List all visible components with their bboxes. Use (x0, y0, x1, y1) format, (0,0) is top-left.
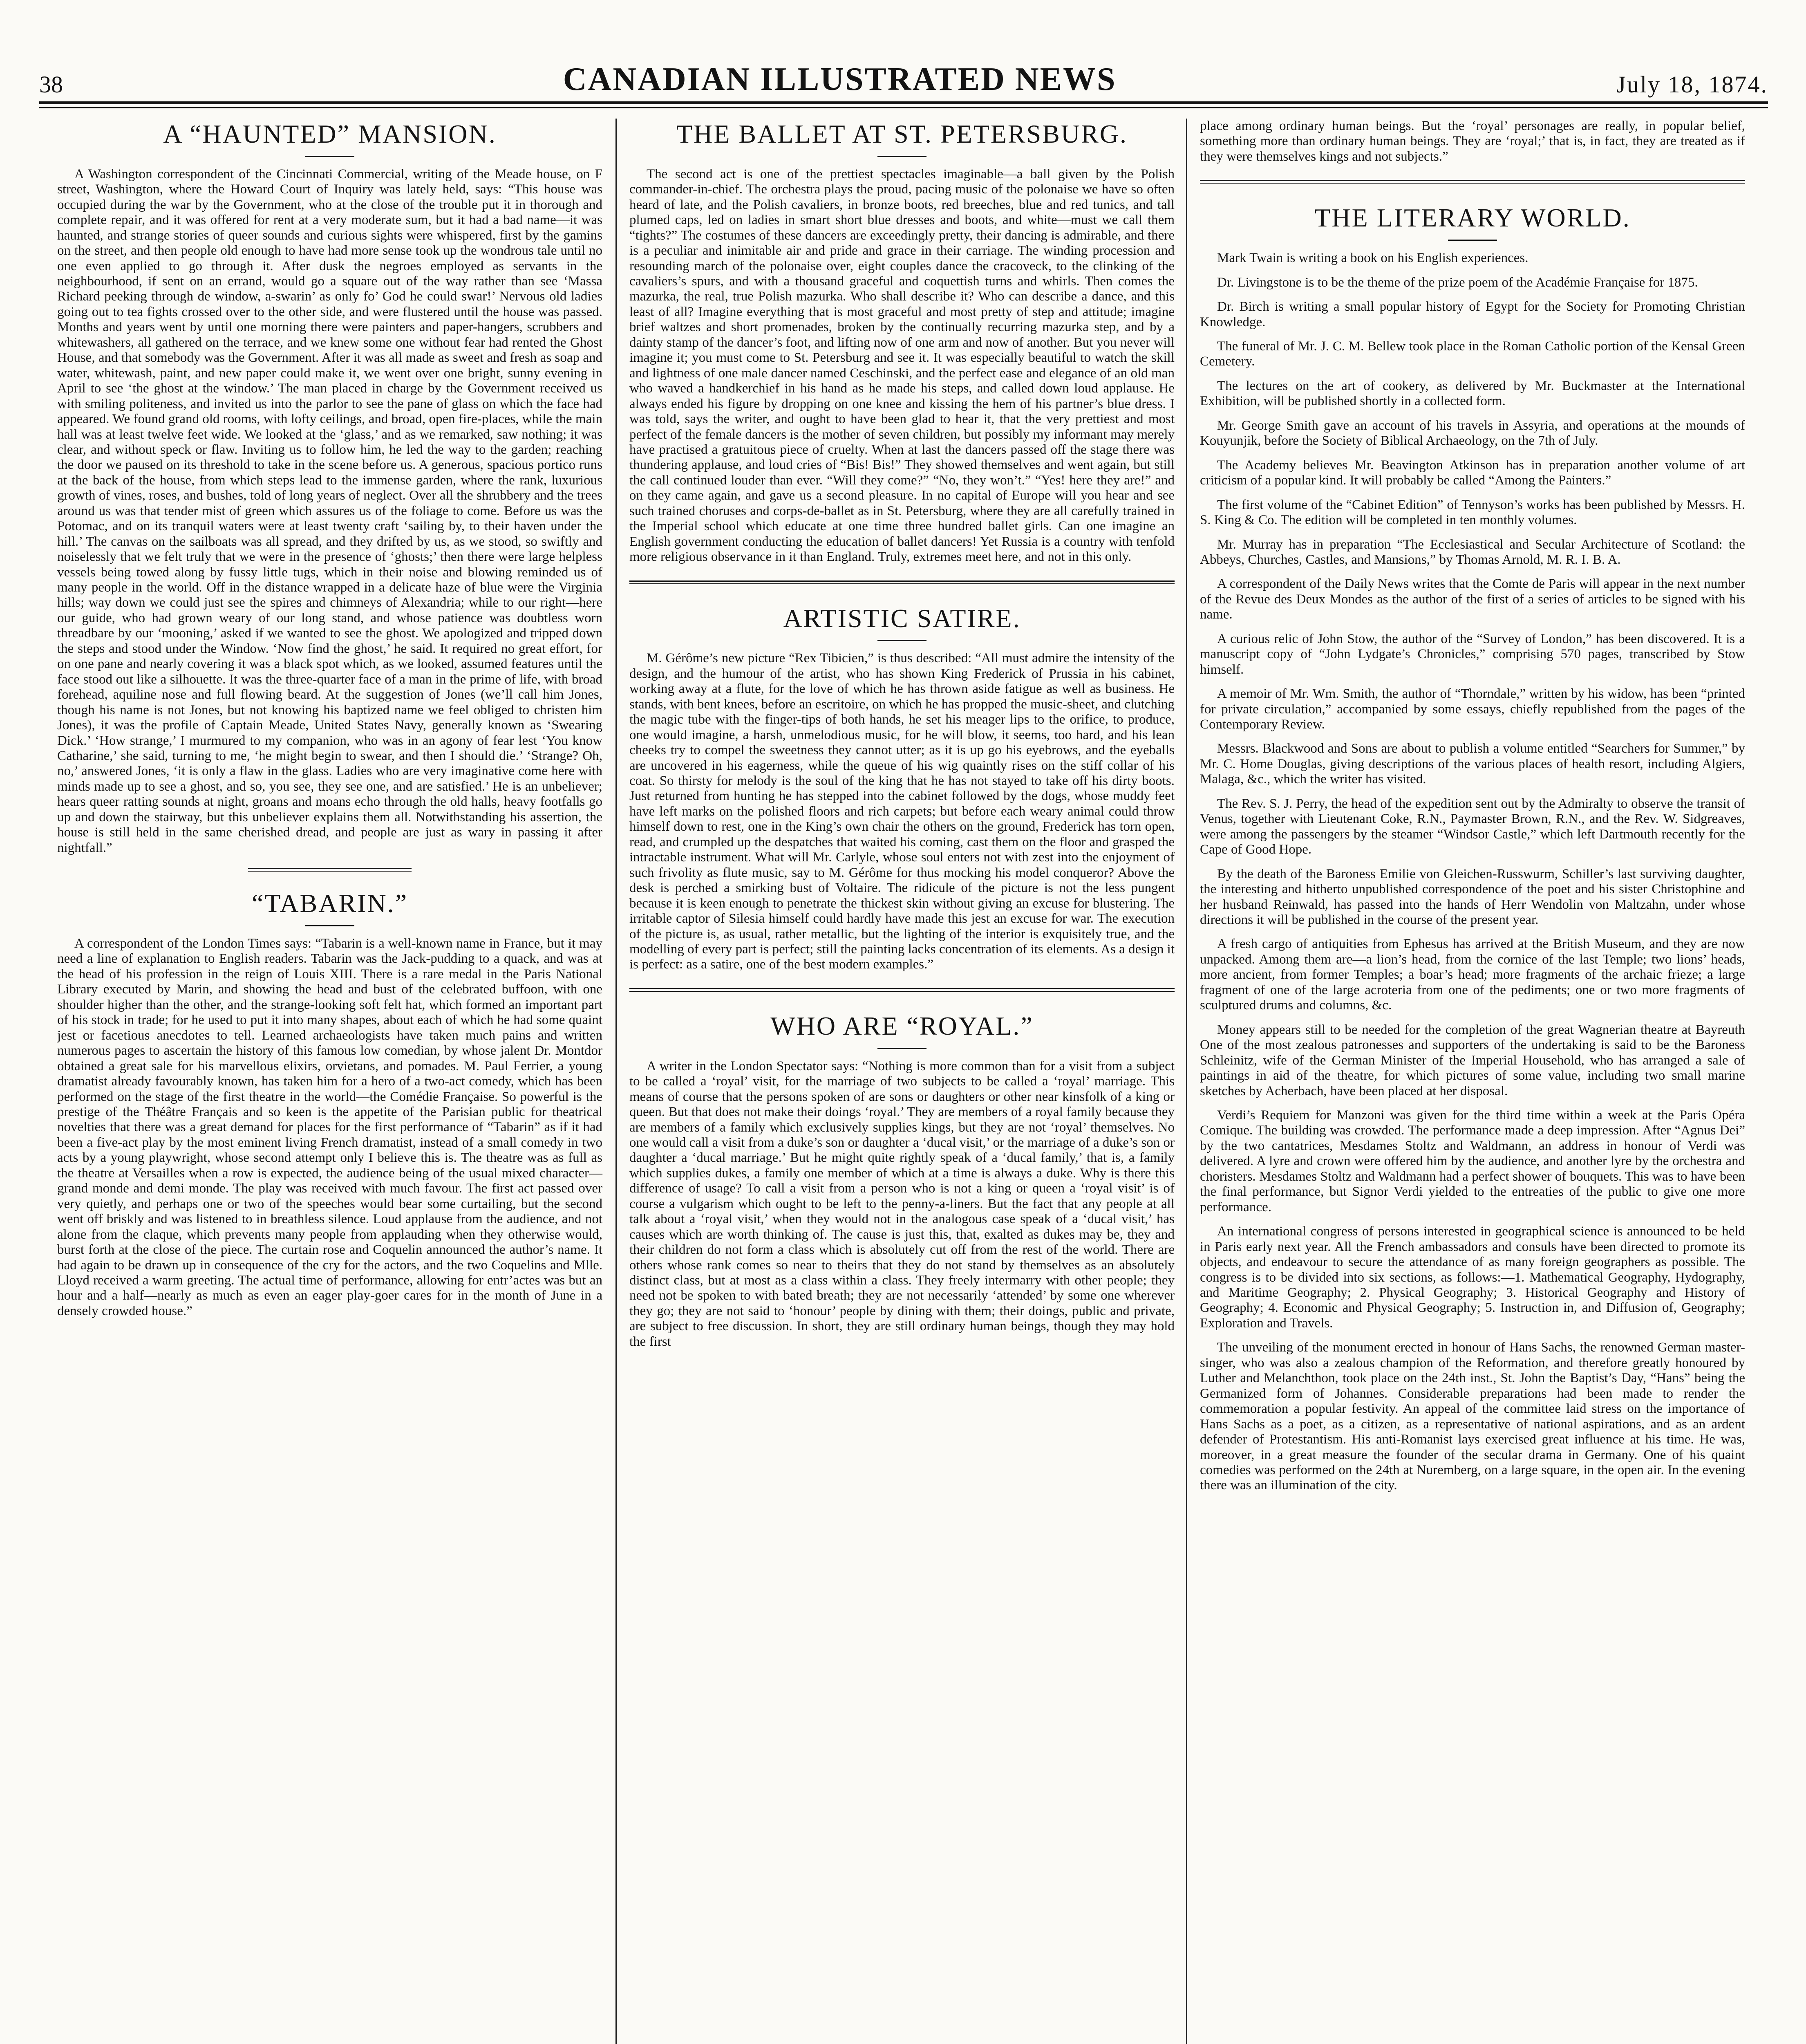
news-item: The unveiling of the monument erected in honour of Hans Sachs, the renowned German master-singer, who was also a zealous champion of the Reformation, and therefore greatly honoured by Luther and Melanchthon, took place on the 24th inst., St. John the Baptist’s Day, “Hans” being the Germanized form of Johannes. Considerable preparations had been made to render the commemoration a popular festivity. An appeal of the committee laid stress on the importance of Hans Sachs as a poet, as a citizen, as a representative of national aspirations, and as an ardent defender of Protestantism. His anti-Romanist lays exercised great influence at his time. He was, moreover, in a great measure the founder of the secular drama in Germany. One of his quaint comedies was performed on the 24th at Nuremberg, on a large square, in the open air. In the evening there was an illumination of the city. (1200, 1340, 1745, 1493)
news-item: By the death of the Baroness Emilie von Gleichen-Russwurm, Schiller’s last surviving daughter, the interesting and hitherto unpublished correspondence of the poet and his sister Christophine and her husband Reinwald, has passed into the hands of Herr Wendolin von Maltzahn, under whose directions it will be published in the course of the present year. (1200, 866, 1745, 928)
heading-rule (305, 156, 354, 157)
article-paragraph: The second act is one of the prettiest spectacles imaginable—a ball given by the Polish commander-in-chief. The orchestra plays the proud, pacing music of the polonaise we have so often heard of late, and the Polish cavaliers, in bronze boots, red breeches, blue and red tunics, and tall plumed caps, led on ladies in smart short blue dresses and boots, and white—must we call them “tights?” The costumes of these dancers are exceedingly pretty, their dancing is admirable, and there is a peculiar and inimitable air and pride and grace in their carriage. The winding procession and resounding march of the polonaise over, eight couples dance the cracoveck, to the clinking of the cavaliers’s spurs, and with a thousand graceful and coquettish turns and whirls. Then comes the mazurka, the real, true Polish mazurka. Who shall describe it? Who can describe a dance, and this least of all? Imagine everything that is most graceful and most pretty of step and attitude; imagine brief waltzes and short promenades, broken by the continually recurring mazurka step, and by a dainty stamp of the dancer’s foot, and lifting now of one arm and now of another. But you never will imagine it; you must come to St. Petersburg and see it. It was especially beautiful to watch the skill and lightness of one male dancer named Ceschinski, and the perfect ease and elegance of an old man who waved a handkerchief in his hand as he made his steps, and called down loud applause. He always ended his figure by dropping on one knee and kissing the hem of his partner’s blue dress. I was told, says the writer, and ought to have been glad to hear it, that the very prettiest and most perfect of the female dancers is the mother of seven children, but possibly my informant may merely have practised a gratuitous piece of cruelty. When at last the dancers passed off the stage there was thundering applause, and loud cries of “Bis! Bis!” They showed themselves and went again, but still the call continued louder than ever. “Will they come?” “No, they won’t.” “Yes! here they are!” and on they came again, and gave us a second pleasure. In no capital of Europe will you hear and see such trained choruses and corps-de-ballet as in St. Petersburg, where they are all carefully trained in the Imperial school which educate at one time three hundred ballet girls. Can one imagine an English government conducting the education of ballet dancers! Yet Russia is a country with tenfold more religious observance in it than England. Truly, extremes meet here, and not in this only. (629, 166, 1175, 565)
issue-date: July 18, 1874. (1616, 71, 1768, 98)
article-literary-world (1200, 202, 1745, 1493)
heading-rule (877, 156, 926, 157)
news-item: An international congress of persons interested in geographical science is announced to be held in Paris early next year. All the French ambassadors and consuls have been directed to promote its objects, and endeavour to secure the attendance of as many foreign geographers as possible. The congress is to be divided into six sections, as follows:—1. Mathematical Geography, Hydography, and Maritime Geography; 2. Physical Geography; 3. Historical Geography and History of Geography; 4. Economic and Physical Geography; 5. Instruction in, and Diffusion of, Geography; Exploration and Travels. (1200, 1224, 1745, 1331)
news-item: Mr. George Smith gave an account of his travels in Assyria, and operations at the mounds of Kouyunjik, before the Society of Biblical Archaeology, on the 7th of July. (1200, 418, 1745, 448)
article-separator (629, 580, 1175, 584)
news-item: The first volume of the “Cabinet Edition” of Tennyson’s works has been published by Messrs. H. S. King & Co. The edition will be completed in ten monthly volumes. (1200, 497, 1745, 528)
article-separator (1200, 180, 1745, 184)
article-separator (248, 868, 412, 872)
news-item: Dr. Birch is writing a small popular history of Egypt for the Society for Promoting Christian Knowledge. (1200, 299, 1745, 329)
masthead-rule-thin (39, 107, 1768, 108)
news-item: Messrs. Blackwood and Sons are about to publish a volume entitled “Searchers for Summer,” by Mr. C. Home Douglas, giving descriptions of the various places of health resort, including Algiers, Malaga, &c., which the writer has visited. (1200, 741, 1745, 787)
news-item: The funeral of Mr. J. C. M. Bellew took place in the Roman Catholic portion of the Kensal Green Cemetery. (1200, 338, 1745, 369)
news-item: Mark Twain is writing a book on his English experiences. (1217, 251, 1528, 266)
article-separator (629, 988, 1175, 992)
news-item: The Academy believes Mr. Beavington Atkinson has in preparation another volume of art criticism of a popular kind. It will probably be called “Among the Painters.” (1200, 457, 1745, 488)
article-artistic-satire (629, 603, 1175, 973)
news-item: A correspondent of the Daily News writes that the Comte de Paris will appear in the next number of the Revue des Deux Mondes as the author of the first of a series of articles to be signed with his name. (1200, 576, 1745, 622)
news-item: The lectures on the art of cookery, as delivered by Mr. Buckmaster at the International Exhibition, will be published shortly in a collected form. (1200, 378, 1745, 409)
masthead-rule-thick (39, 101, 1768, 104)
article-ballet (629, 119, 1175, 565)
article-heading: “TABARIN.” (251, 889, 408, 918)
article-heading: WHO ARE “ROYAL.” (770, 1011, 1034, 1040)
column-divider (1186, 119, 1187, 2044)
column-1 (57, 119, 602, 1322)
page-number: 38 (39, 71, 63, 98)
news-item: Mr. Murray has in preparation “The Ecclesiastical and Secular Architecture of Scotland: the Abbeys, Churches, Castles, and Mansions,” by Thomas Arnold, M. R. I. B. A. (1200, 537, 1745, 567)
news-item: Dr. Livingstone is to be the theme of the prize poem of the Académie Française for 1875. (1217, 275, 1698, 290)
article-heading: THE BALLET AT ST. PETERSBURG. (676, 119, 1128, 148)
heading-rule (877, 640, 926, 641)
heading-rule (877, 1048, 926, 1049)
column-2 (629, 119, 1175, 1353)
heading-rule (1448, 240, 1497, 241)
article-paragraph: M. Gérôme’s new picture “Rex Tibicien,” is thus described: “All must admire the intensity of the design, and the humour of the artist, who has shown King Frederick of Prussia in his cabinet, working away at a flute, for the love of which he has thrown aside fatigue as well as business. He stands, with bent knees, before an escritoire, on which he has propped the music-sheet, and clutching the magic tube with the finger-tips of both hands, he set his meager lips to the orifice, to produce, one would imagine, a harsh, unmelodious music, for he will blow, it seems, too hard, and his lean cheeks try to compel the sweetness they cannot utter; as it is up go his eyebrows, and the eyeballs are uncovered in his eagerness, while the queue of his wig quaintly rises on the stiff collar of his coat. So thirsty for melody is the soul of the king that he has not stayed to take off his dirty boots. Just returned from hunting he has stepped into the cabinet followed by the dogs, whose muddy feet have left marks on the polished floors and rich carpets; but before each weary animal could throw himself down to rest, one in the King’s own chair the others on the ground, Frederick has torn open, read, and crumpled up the despatches that waited his coming, cast them on the floor and grasped the intractable instrument. What will Mr. Carlyle, whose soul enters not with zest into the enjoyment of such frivolity as flute music, say to M. Gérôme for thus mocking his model conqueror? Above the desk is perched a smirking bust of Voltaire. The ridicule of the picture is not the less pungent because it is keen enough to penetrate the thickest skin without giving an excuse for blustering. The irritable captor of Silesia himself could hardly have made this jest an excuse for war. The execution of the picture is, as usual, rather metallic, but the lighting of the interior is exquisitely true, and the modelling of every part is perfect; still the painting lacks concentration of its elements. As a design it is perfect: as a satire, one of the best modern examples.” (629, 651, 1175, 972)
newspaper-title: CANADIAN ILLUSTRATED NEWS (563, 61, 1117, 97)
article-paragraph: A Washington correspondent of the Cincinnati Commercial, writing of the Meade house, on F street, Washington, where the Howard Court of Inquiry was lately held, says: “This house was occupied during the war by the Government, who at the close of the trouble put it in thorough and complete repair, and it was offered for rent at a very moderate sum, but it had a bad name—it was haunted, and strange stories of queer sounds and curious sights were whispered, first by the gamins on the street, and then people old enough to have had more sense took up the wondrous tale until no one even applied to go through it. After dusk the negroes employed as servants in the neighbourhood, if sent on an errand, would go a square out of the way rather than see ‘Massa Richard peeking through de window, a-swarin’ as only fo’ God he could swar!’ Nervous old ladies going out to tea fights crossed over to the other side, and were flustered until the house was passed. Months and years went by until one morning there were painters and paper-hangers, scrubbers and whitewashers, all gathered on the terrace, and we knew some one without fear had rented the Ghost House, and that somebody was the Government. After it was all made as sweet and fresh as soap and water, whitewash, paint, and new paper could make it, we went over one bright, sunny evening in April to see ‘the ghost at the window.’ The man placed in charge by the Government received us with smiling politeness, and invited us into the parlor to see the pane of glass on which the face had appeared. We found grand old rooms, with lofty ceilings, and broad, open fire-places, while the main hall was at least twelve feet wide. We looked at the ‘glass,’ and as we remarked, saw nothing; it was clear, and without speck or flaw. Inviting us to follow him, he led the way to the garden; reaching the door we paused on its threshold to take in the scene before us. A generous, spacious portico runs at the back of the house, from which steps lead to the immense garden, where the rank, luxurious growth of vines, roses, and bushes, told of long years of neglect. Over all the shrubbery and the trees around us was that tender mist of green which assures us of the foliage to come. Before us was the Potomac, and on its tranquil waters were at least twenty craft ‘sailing by, to their haven under the hill.’ The canvas on the sailboats was all spread, and they drifted by us, as we stood, so swiftly and noiselessly that we felt truly that we were in the presence of ‘ghosts;’ then there were large helpless vessels being towed along by fussy little tugs, which in their noise and blowing reminded us of many people in the world. Off in the distance wrapped in a delicate haze of blue were the Virginia hills; way down we could just see the spires and chimneys of Alexandria; while to our right—here our guide, who had grown weary of our long stand, and whose patience was doubtless worn threadbare by our ‘mooning,’ asked if we wanted to see the ghost. We apologized and tripped down the steps and stood under the Window. ‘Now find the ghost,’ he said. It required no great effort, for on one pane and nearly covering it was a black spot which, as we looked, assumed features until the face stood out like a silhouette. It was the three-quarter face of a man in the prime of life, with broad forehead, aquiline nose and full flowing beard. At the suggestion of Jones (we’ll call him Jones, though his name is not Jones, but not knowing his baptized name we feel obliged to christen him Jones), it was the profile of Captain Meade, United States Navy, generally known as ‘Swearing Dick.’ ‘How strange,’ I murmured to my companion, who was in an agony of fear lest ‘You know Catharine,’ she said, turning to me, ‘he might begin to swear, and then I should die.’ ‘Strange? Oh, no,’ answered Jones, ‘it is only a flaw in the glass. Ladies who are very imaginative come here with minds made up to see a ghost, and so, you see, they see one, and are satisfied.’ He is an unbeliever; hears queer ratting sounds at night, groans and moans echo through the old halls, heavy footfalls go up and down the stairway, but this unbeliever explains them all. Notwithstanding his assertion, the house is still held in the same cherished dread, and people are just as wary in passing it after nightfall.” (57, 166, 602, 855)
article-who-are-royal (629, 1011, 1175, 1349)
article-heading: ARTISTIC SATIRE. (783, 603, 1021, 633)
column-3 (1200, 119, 1745, 1502)
article-paragraph: A writer in the London Spectator says: “Nothing is more common than for a visit from a subject to be called a ‘royal’ visit, for the marriage of two subjects to be called a ‘royal’ marriage. This means of course that the persons spoken of are sons or daughters or other near kinsfolk of a king or queen. But that does not make their doings ‘royal.’ They are members of a royal family because they are members of a family which exclusively supplies kings, but they are not ‘royal’ themselves. No one would call a visit from a duke’s son or daughter a ‘ducal visit,’ or the marriage of a duke’s son or daughter a ‘ducal marriage.’ But he might quite rightly speak of a ‘ducal family,’ that is, a family which supplies dukes, a family one member of which at a time is always a duke. Why is there this difference of usage? To call a visit from a person who is not a king or queen a ‘royal visit’ is of course a vulgarism which ought to be left to the penny-a-liners. But the fact that any people at all talk about a ‘royal visit,’ when they would not in the analogous case speak of a ‘ducal visit,’ has causes which are worth thinking of. The cause is just this, that, exalted as dukes may be, they and their children do not form a class which is absolutely cut off from the rest of the world. There are others whose rank comes so near to theirs that they do not stand by themselves as an absolutely distinct class, but at most as a class within a class. They freely intermarry with other people; they need not be spoken to with bated breath; they are not necessarily ‘attended’ by some one wherever they go; they are not said to ‘honour’ people by dining with them; their doings, public and private, are subject to free discussion. In short, they are still ordinary human beings, though they may hold the first (629, 1058, 1175, 1349)
news-item: A memoir of Mr. Wm. Smith, the author of “Thorndale,” written by his widow, has been “printed for private circulation,” accompanied by some essays, chiefly republished from the pages of the Contemporary Review. (1200, 686, 1745, 732)
article-paragraph: A correspondent of the London Times says: “Tabarin is a well-known name in France, but it may need a line of explanation to English readers. Tabarin was the Jack-pudding to a quack, and was at the head of his profession in the reign of Louis XIII. There is a rare medal in the Paris National Library executed by Marin, and showing the head and bust of the celebrated buffoon, with one shoulder higher than the other, and the strange-looking soft felt hat, which formed an important part of his stock in trade; for he used to put it into many shapes, about each of which he had some quaint jest or facetious anecdotes to tell. Learned archaeologists have taken much pains and written numerous pages to ascertain the history of this famous low comedian, by whose jalent Dr. Montdor obtained a great sale for his marvellous elixirs, orvietans, and pomades. M. Paul Ferrier, a young dramatist already favourably known, has taken him for a hero of a two-act comedy, which has been performed on the stage of the first theatre in the world—the Comédie Française. So powerful is the prestige of the Théâtre Français and so keen is the appetite of the Parisian public for theatrical novelties that there was a great demand for places for the first performance of “Tabarin” as if it had been a five-act play by the most eminent living French dramatist, instead of a small comedy in two acts by a young playwright, whose second attempt only I believe this is. The theatre was as full as the theatre at Versailles when a row is expected, the audience being of the usual mixed character—grand monde and demi monde. The play was received with much favour. The first act passed over very quietly, and perhaps one or two of the speeches would bear some curtailing, but the second went off briskly and was listened to in breathless silence. Loud applause from the audience, and not alone from the claque, which prevents many people from applauding when they otherwise would, burst forth at the close of the piece. The curtain rose and Coquelin announced the author’s name. It had again to be drawn up in consequence of the cry for the actors, and the two Coquelins and Mlle. Lloyd received a warm greeting. The actual time of performance, allowing for entr’actes was but an hour and a half—nearly as much as even an eager play-goer cares for in the month of June in a densely crowded house.” (57, 936, 602, 1318)
news-item: A fresh cargo of antiquities from Ephesus has arrived at the British Museum, and they are now unpacked. Among them are—a lion’s head, from the cornice of the last Temple; two lions’ heads, more ancient, from former Temples; a boar’s head; more fragments of the archaic frieze; a large fragment of one of the large acroteria from one of the pediments; one or two more fragments of sculptured drums and columns, &c. (1200, 937, 1745, 1013)
masthead (39, 49, 1768, 98)
article-paragraph-continued: place among ordinary human beings. But the ‘royal’ personages are really, in popular belief, something more than ordinary human beings. They are ‘royal;’ that is, in fact, they are treated as if they were themselves kings and not subjects.” (1200, 119, 1745, 164)
article-tabarin (57, 888, 602, 1319)
news-item: The Rev. S. J. Perry, the head of the expedition sent out by the Admiralty to observe the transit of Venus, together with Lieutenant Coke, R.N., Paymaster Brown, R.N., and the Rev. W. Sidgreaves, were among the passengers by the steamer “Windsor Castle,” which left Dartmouth recently for the Cape of Good Hope. (1200, 796, 1745, 857)
heading-rule (305, 925, 354, 926)
news-item: Verdi’s Requiem for Manzoni was given for the third time within a week at the Paris Opéra Comique. The building was crowded. The performance made a deep impression. After “Agnus Dei” by the two cantatrices, Mesdames Stoltz and Waldmann, an address in honour of Verdi was delivered. A lyre and crown were offered him by the audience, and another lyre by the orchestra and choristers. Mesdames Stoltz and Waldmann had a perfect shower of bouquets. This was to have been the final performance, but Signor Verdi yielded to the entreaties of the public to give one more performance. (1200, 1108, 1745, 1215)
news-item: A curious relic of John Stow, the author of the “Survey of London,” has been discovered. It is a manuscript copy of “John Lydgate’s Chronicles,” comprising 570 pages, transcribed by Stow himself. (1200, 631, 1745, 677)
article-heading: THE LITERARY WORLD. (1314, 203, 1631, 233)
article-haunted-mansion (57, 119, 602, 856)
column-divider (615, 119, 617, 2044)
news-item: Money appears still to be needed for the completion of the great Wagnerian theatre at Bayreuth One of the most zealous patronesses and supporters of the undertaking is said to be the Baroness Schleinitz, wife of the German Minister of the Imperial Household, who has arranged a sale of paintings in aid of the theatre, for which pictures of some value, including two small marine sketches by Acherbach, have been placed at her disposal. (1200, 1022, 1745, 1098)
article-heading: A “HAUNTED” MANSION. (163, 119, 497, 148)
